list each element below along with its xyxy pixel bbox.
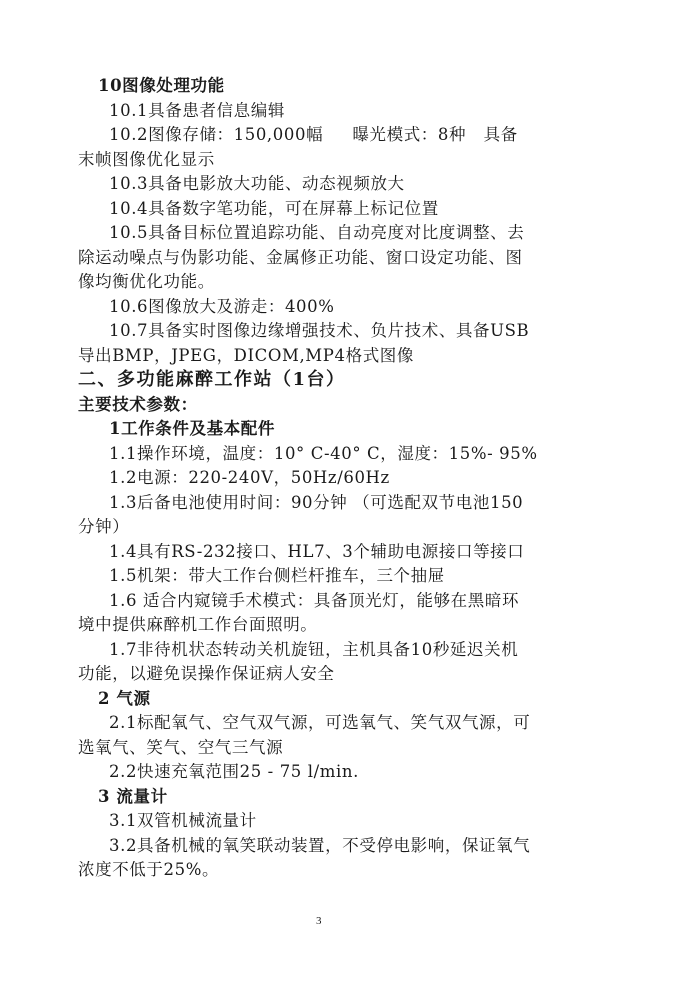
section-title: 二、多功能麻醉工作站（1台）	[78, 369, 346, 390]
paragraph-line: 浓度不低于25%。	[78, 860, 220, 879]
paragraph-line: 1.4具有RS-232接口、HL7、3个辅助电源接口等接口	[109, 541, 525, 561]
paragraph-line: 末帧图像优化显示	[78, 149, 215, 169]
paragraph-line: 1.6 适合内窥镜手术模式：具备顶光灯，能够在黑暗环	[109, 590, 520, 610]
subsection-heading: 3 流量计	[98, 786, 168, 806]
paragraph-line: 1.7非待机状态转动关机旋钮，主机具备10秒延迟关机	[109, 639, 519, 659]
paragraph-line: 10.3具备电影放大功能、动态视频放大	[109, 174, 405, 193]
paragraph-line: 像均衡优化功能。	[78, 272, 215, 291]
paragraph-line: 2.2快速充氧范围25 - 75 l/min.	[109, 762, 359, 781]
subsection-heading: 1工作条件及基本配件	[109, 419, 275, 438]
subsection-heading: 2 气源	[98, 688, 151, 708]
paragraph-line: 10.7具备实时图像边缘增强技术、负片技术、具备USB	[109, 321, 530, 340]
paragraph-line: 2.1标配氧气、空气双气源，可选氧气、笑气双气源，可	[109, 713, 531, 732]
paragraph-line: 1.1操作环境，温度：10° C-40° C，湿度：15%- 95%	[109, 443, 538, 463]
document-body	[78, 74, 618, 883]
paragraph-line: 除运动噪点与伪影功能、金属修正功能、窗口设定功能、图	[78, 247, 523, 267]
paragraph-line: 10.6图像放大及游走：400%	[109, 296, 335, 316]
paragraph-line: 10.2图像存储：150,000幅 曝光模式：8种 具备	[109, 125, 518, 144]
subsection-heading: 主要技术参数：	[78, 394, 198, 414]
paragraph-line: 境中提供麻醉机工作台面照明。	[78, 615, 318, 634]
paragraph-line: 选氧气、笑气、空气三气源	[78, 737, 284, 757]
paragraph-line: 3.1双管机械流量计	[109, 811, 257, 830]
paragraph-line: 1.2电源：220-240V，50Hz/60Hz	[109, 468, 390, 487]
page-number: 3	[316, 915, 322, 927]
paragraph-line: 导出BMP，JPEG，DICOM,MP4格式图像	[78, 345, 414, 365]
paragraph-line: 1.3后备电池使用时间：90分钟 （可选配双节电池150	[109, 492, 524, 512]
paragraph-line: 10.4具备数字笔功能，可在屏幕上标记位置	[109, 198, 439, 218]
paragraph-line: 10.5具备目标位置追踪功能、自动亮度对比度调整、去	[109, 223, 525, 242]
paragraph-line: 功能，以避免误操作保证病人安全	[78, 664, 335, 683]
section-heading: 10图像处理功能	[98, 76, 225, 95]
paragraph-line: 10.1具备患者信息编辑	[109, 100, 285, 120]
paragraph-line: 3.2具备机械的氧笑联动装置，不受停电影响，保证氧气	[109, 835, 531, 855]
paragraph-line: 1.5机架：带大工作台侧栏杆推车，三个抽屉	[109, 566, 445, 585]
paragraph-line: 分钟）	[78, 517, 130, 536]
